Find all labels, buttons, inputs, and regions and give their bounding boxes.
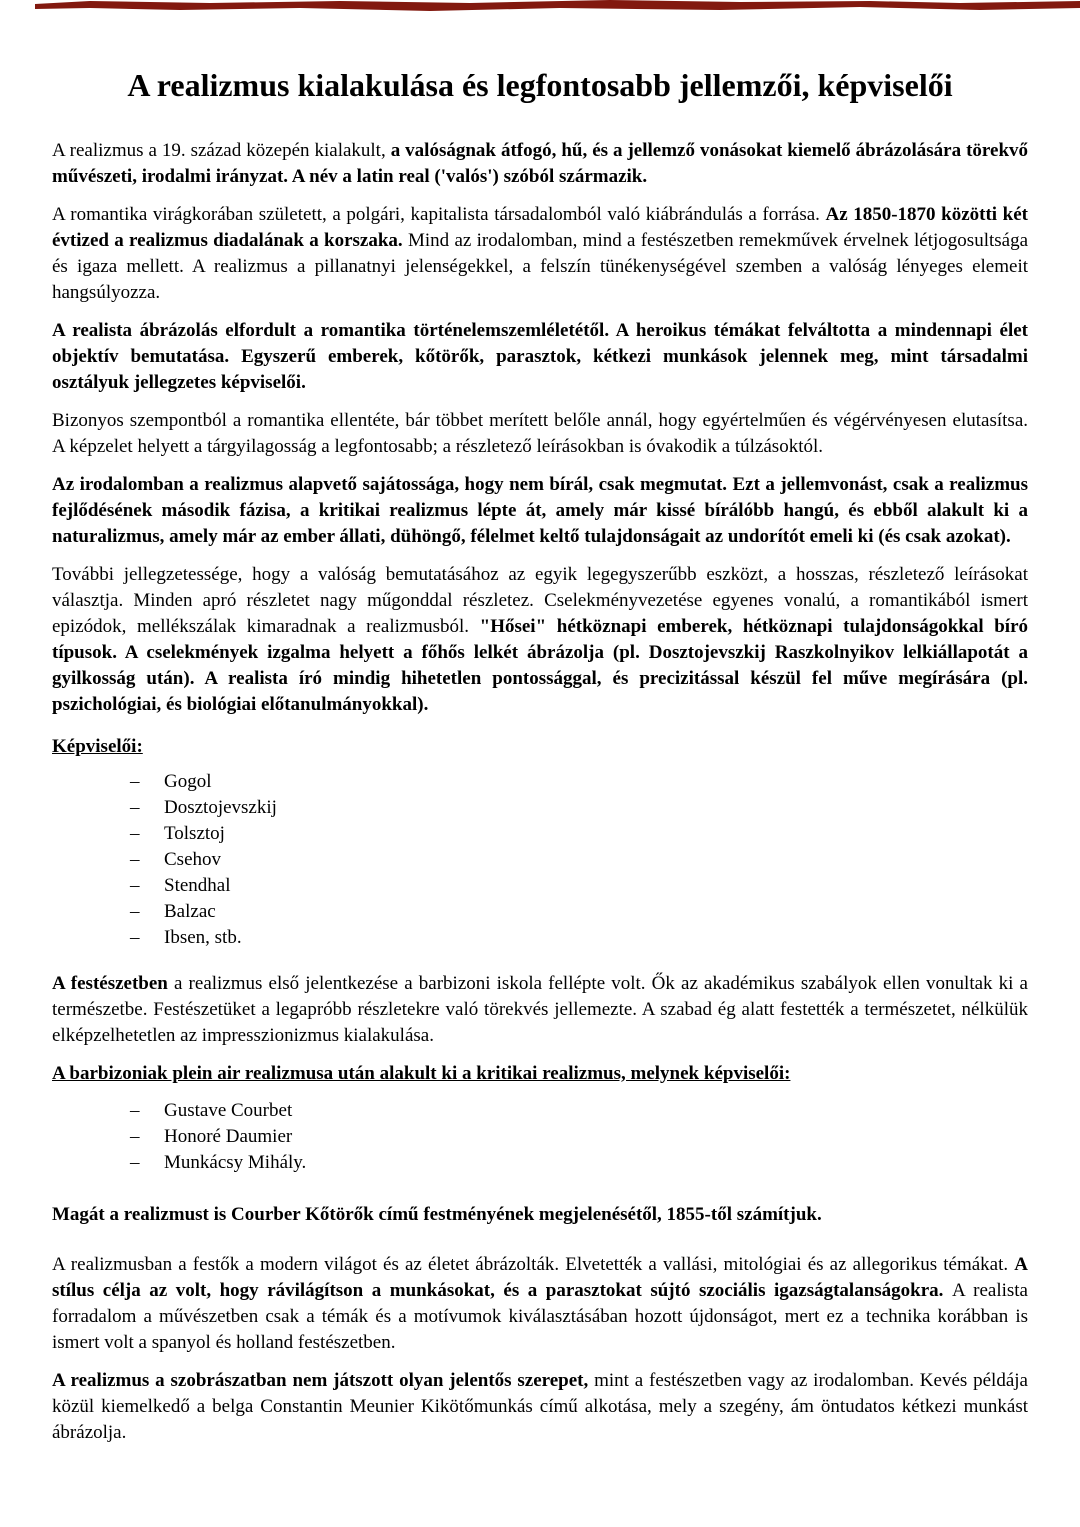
text-run: A realizmus a szobrászatban nem játszott olyan jelentős szerepet, xyxy=(52,1370,595,1391)
dash-bullet: – xyxy=(130,797,140,818)
list-item-label: Dosztojevszkij xyxy=(164,797,277,818)
text-run: A festészetben xyxy=(52,973,174,994)
list-item xyxy=(130,1098,1028,1124)
list-item xyxy=(130,769,1028,795)
text-run: A barbizoniak plein air realizmusa után alakult ki a kritikai realizmus, melynek képviselői: xyxy=(52,1063,791,1084)
dash-bullet: – xyxy=(130,1100,140,1121)
bullet-list xyxy=(52,769,1028,951)
paragraph xyxy=(52,562,1028,718)
text-run: További jellegzetessége, hogy a valóság bemutatásához az egyik legegyszerűbb eszközt, a hosszas, részletező leírásokat választja. Minden apró részletet nagy műgonddal részletez. Cselekményvezetése egyenes vonalú, a romantikából ismert epizódok, mellékszálak kimaradnak a realizmusból. xyxy=(52,564,1028,637)
text-run: A realista ábrázolás elfordult a romantika történelemszemléletétől. A heroikus témákat felváltotta a mindennapi élet objektív bemutatása. Egyszerű emberek, kőtörők, parasztok, kétkezi munkások jelennek meg, mint társadalmi osztályuk jellegzetes képviselői. xyxy=(52,320,1028,393)
list-item xyxy=(130,795,1028,821)
dash-bullet: – xyxy=(130,771,140,792)
text-run: Bizonyos szempontból a romantika ellentéte, bár többet merített belőle annál, hogy egyértelműen és végérvényesen elutasítsa. A képzelet helyett a tárgyilagosság a legfontosabb; a részletező leírásokban is óvakodik a túlzásoktól. xyxy=(52,410,1028,457)
text-run: A realista forradalom a művészetben csak a témák és a motívumok kiválasztásában hozott újdonságot, mert ez a technika korábban is ismert volt a spanyol és holland festészetben. xyxy=(52,1280,1028,1353)
list-item-label: Gustave Courbet xyxy=(164,1100,293,1121)
document-body xyxy=(52,138,1028,1446)
list-item xyxy=(130,873,1028,899)
text-run: A realizmus a 19. század közepén kialakult, xyxy=(52,140,391,161)
list-item xyxy=(130,1124,1028,1150)
list-item-label: Gogol xyxy=(164,771,212,792)
list-item xyxy=(130,821,1028,847)
list-item xyxy=(130,847,1028,873)
text-run: A stílus célja az volt, hogy rávilágítson a munkásokat, és a parasztokat sújtó szociális igazságtalanságokra. xyxy=(52,1254,1028,1301)
paragraph xyxy=(52,138,1028,190)
text-run: Az irodalomban a realizmus alapvető sajátossága, hogy nem bírál, csak megmutat. Ezt a jellemvonást, csak a realizmus fejlődésének második fázisa, a kritikai realizmus lépte át, amely már kissé bírálóbb hangú, és ebből alakult ki a naturalizmus, amely már az ember állati, dühöngő, félelmet keltő tulajdonságait az undorítót emeli ki (és csak azokat). xyxy=(52,474,1028,547)
text-run: Képviselői: xyxy=(52,736,143,757)
paragraph xyxy=(52,472,1028,550)
text-run: mint a festészetben vagy az irodalomban. Kevés példája közül kiemelkedő a belga Constantin Meunier Kikötőmunkás című alkotása, mely a szegény, ám öntudatos kétkezi munkást ábrázolja. xyxy=(52,1370,1028,1443)
list-item-label: Ibsen, stb. xyxy=(164,927,242,948)
text-run: A realizmusban a festők a modern világot és az életet ábrázolták. Elvetették a vallási, mitológiai és az allegorikus témákat. xyxy=(52,1254,1015,1275)
dash-bullet: – xyxy=(130,927,140,948)
dash-bullet: – xyxy=(130,1126,140,1147)
text-run: "Hősei" hétköznapi emberek, hétköznapi tulajdonságokkal bíró típusok. A cselekmények izgalma helyett a főhős lelkét ábrázolja (pl. Dosztojevszkij Raszkolnyikov lelkiállapotát a gyilkosság után). A realista író mindig hihetetlen pontossággal, és precizitással készül fel műve megírására (pl. pszichológiai, és biológiai előtanulmányokkal). xyxy=(52,616,1029,715)
page-title: A realizmus kialakulása és legfontosabb jellemzői, képviselői xyxy=(127,67,953,103)
dash-bullet: – xyxy=(130,823,140,844)
text-run: a valóságnak átfogó, hű, és a jellemző vonásokat kiemelő ábrázolására törekvő művészeti, irodalmi irányzat. A név a latin real ('valós') szóból származik. xyxy=(52,140,1029,187)
paragraph xyxy=(52,318,1028,396)
list-item-label: Honoré Daumier xyxy=(164,1126,293,1147)
list-item-label: Csehov xyxy=(164,849,221,870)
list-item xyxy=(130,925,1028,951)
paragraph xyxy=(52,1368,1028,1446)
text-run: Az 1850-1870 közötti két évtized a realizmus diadalának a korszaka. xyxy=(52,204,1028,251)
dash-bullet: – xyxy=(130,875,140,896)
list-item xyxy=(130,1150,1028,1176)
list-item-label: Munkácsy Mihály. xyxy=(164,1152,307,1173)
text-run: A romantika virágkorában született, a polgári, kapitalista társadalomból való kiábrándulás a forrása. xyxy=(52,204,826,225)
dash-bullet: – xyxy=(130,1152,140,1173)
list-item-label: Balzac xyxy=(164,901,216,922)
subheading xyxy=(52,1061,1028,1087)
text-run: Mind az irodalomban, mind a festészetben remekművek érvelnek létjogosultsága és igaza mellett. A realizmus a pillanatnyi jelenségekkel, a felszín tünékenységével szemben a valóság lényeges elemeit hangsúlyozza. xyxy=(52,230,1029,303)
paragraph xyxy=(52,1252,1028,1356)
text-run: Magát a realizmust is Courber Kőtörők című festményének megjelenésétől, 1855-től számítjuk. xyxy=(52,1204,822,1225)
text-run: a realizmus első jelentkezése a barbizoni iskola fellépte volt. Ők az akadémikus szabályok ellen vonultak ki a természetbe. Festészetüket a legapróbb részletekre való törekvés jellemezte. A szabad ég alatt festették a természetet, nélkülük elképzelhetetlen az impresszionizmus kialakulása. xyxy=(52,973,1028,1046)
paragraph xyxy=(52,971,1028,1049)
bullet-list xyxy=(52,1098,1028,1176)
paragraph xyxy=(52,408,1028,460)
dash-bullet: – xyxy=(130,901,140,922)
list-item xyxy=(130,899,1028,925)
section-heading xyxy=(52,734,1028,760)
paragraph xyxy=(52,202,1028,306)
list-item-label: Stendhal xyxy=(164,875,231,896)
list-item-label: Tolsztoj xyxy=(164,823,225,844)
dash-bullet: – xyxy=(130,849,140,870)
statement xyxy=(52,1202,1028,1228)
